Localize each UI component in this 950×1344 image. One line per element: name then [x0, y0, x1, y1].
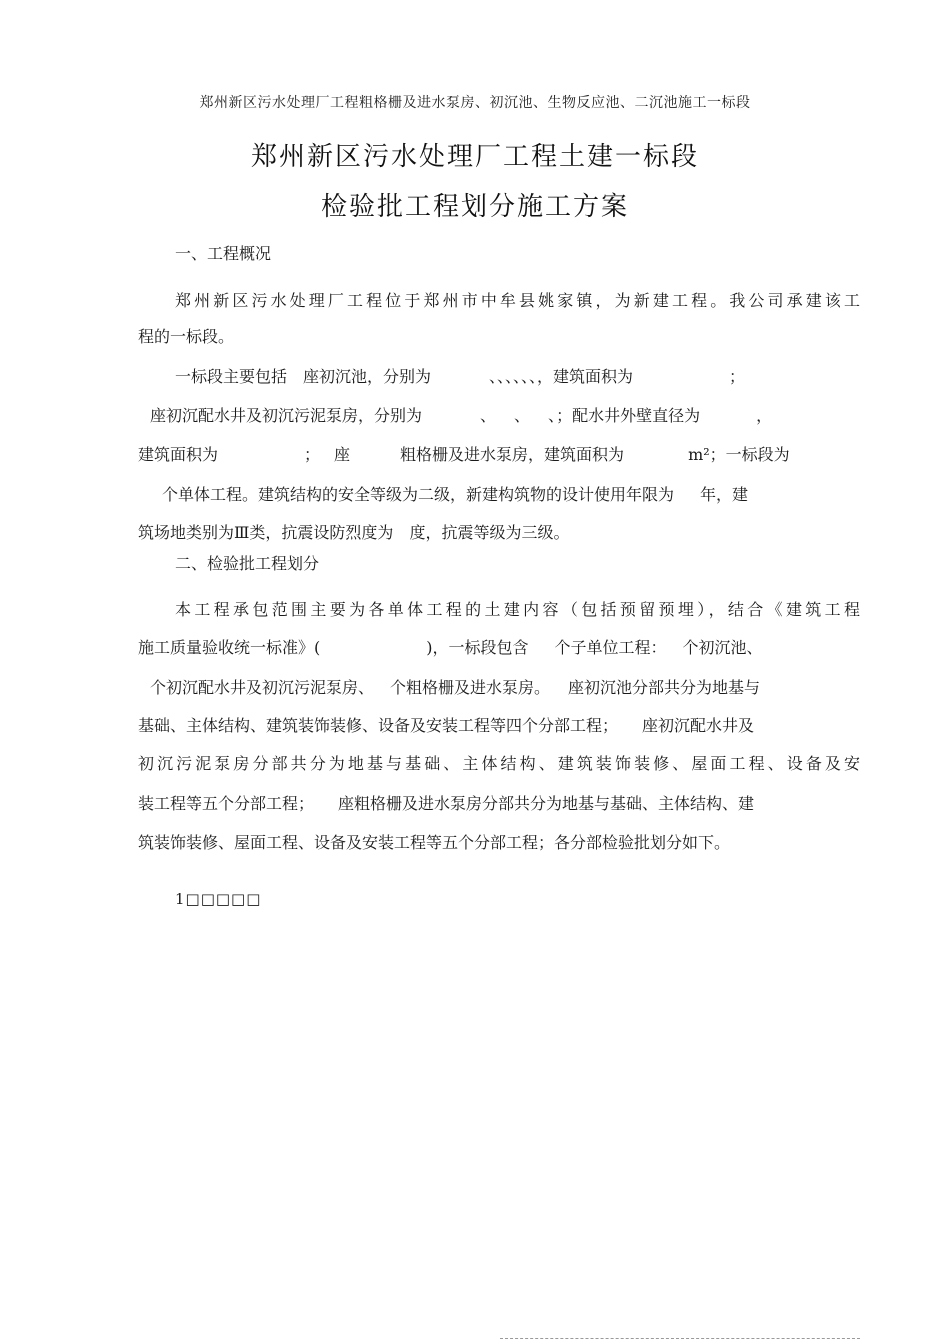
- text-run: 座初沉池分部共分为地基与: [568, 678, 761, 697]
- text-run: 基础、主体结构、建筑装饰装修、设备及安装工程等四个分部工程；: [138, 716, 619, 735]
- text-run: ；: [729, 367, 746, 386]
- text-run: 施工质量验收统一标准》(: [138, 638, 321, 657]
- text-run: 建筑面积为: [138, 445, 219, 464]
- paragraph-line: [138, 751, 860, 774]
- paragraph-line: [138, 830, 860, 853]
- footer-rule: [500, 1338, 860, 1339]
- paragraph-line: [175, 597, 860, 620]
- paragraph-line: [138, 520, 860, 543]
- text-run: 度，抗震等级为三级。: [409, 523, 570, 542]
- text-run: 个子单位工程：: [554, 638, 667, 657]
- paragraph-line: [175, 288, 860, 311]
- paragraph-line: [138, 324, 860, 347]
- list-marker: 1□□□□□: [175, 890, 262, 908]
- text-run: 座: [334, 445, 351, 464]
- text-run: 装工程等五个分部工程；: [138, 794, 315, 813]
- paragraph-line: [138, 635, 860, 658]
- text-run: 粗格栅及进水泵房，建筑面积为: [400, 445, 625, 464]
- text-run: 本工程承包范围主要为各单体工程的土建内容（包括预留预埋），结合《建筑工程: [175, 600, 860, 619]
- text-run: 、: [514, 406, 531, 425]
- text-run: 个单体工程。建筑结构的安全等级为二级，新建构筑物的设计使用年限为: [162, 485, 675, 504]
- text-run: )，一标段包含: [426, 638, 529, 657]
- section-heading-overview: 一、工程概况: [175, 244, 272, 263]
- running-header: 郑州新区污水处理厂工程粗格栅及进水泵房、初沉池、生物反应池、二沉池施工一标段: [199, 95, 751, 111]
- text-run: 初沉污泥泵房分部共分为地基与基础、主体结构、建筑装饰装修、屋面工程、设备及安: [138, 754, 860, 773]
- paragraph-line: [150, 403, 860, 426]
- text-run: 年，建: [700, 485, 749, 504]
- paragraph-line: [138, 442, 860, 465]
- text-run: 个粗格栅及进水泵房。: [390, 678, 551, 697]
- text-run: 个初沉配水井及初沉污泥泵房、: [150, 678, 375, 697]
- text-run: 一标段主要包括: [175, 367, 288, 386]
- text-run: 筑场地类别为Ⅲ类，抗震设防烈度为: [138, 523, 394, 542]
- document-title: 郑州新区污水处理厂工程土建一标段: [250, 142, 699, 172]
- text-run: 郑州新区污水处理厂工程位于郑州市中牟县姚家镇，为新建工程。我公司承建该工: [175, 291, 860, 310]
- paragraph-line: [150, 675, 860, 698]
- text-run: m²；一标段为: [688, 445, 790, 464]
- text-run: 程的一标段。: [138, 327, 235, 346]
- text-run: ；: [304, 445, 321, 464]
- text-run: 、: [548, 406, 557, 425]
- text-run: 座初沉池，分别为: [303, 367, 432, 386]
- paragraph-line: [175, 364, 860, 387]
- section-heading-division: 二、检验批工程划分: [175, 554, 320, 573]
- text-run: 、、、、、、，建筑面积为: [489, 367, 634, 386]
- document-subtitle: 检验批工程划分施工方案: [320, 192, 629, 222]
- text-run: ，: [756, 406, 773, 425]
- text-run: 座初沉配水井及: [642, 716, 755, 735]
- text-run: 、: [480, 406, 497, 425]
- text-run: 筑装饰装修、屋面工程、设备及安装工程等五个分部工程；各分部检验批划分如下。: [138, 833, 731, 852]
- paragraph-line: [138, 713, 860, 736]
- text-run: ；配水井外壁直径为: [556, 406, 701, 425]
- text-run: 座粗格栅及进水泵房分部共分为地基与基础、主体结构、建: [338, 794, 755, 813]
- paragraph-line: [138, 791, 860, 814]
- text-run: 座初沉配水井及初沉污泥泵房，分别为: [150, 406, 423, 425]
- paragraph-line: [162, 482, 860, 505]
- text-run: 个初沉池、: [682, 638, 763, 657]
